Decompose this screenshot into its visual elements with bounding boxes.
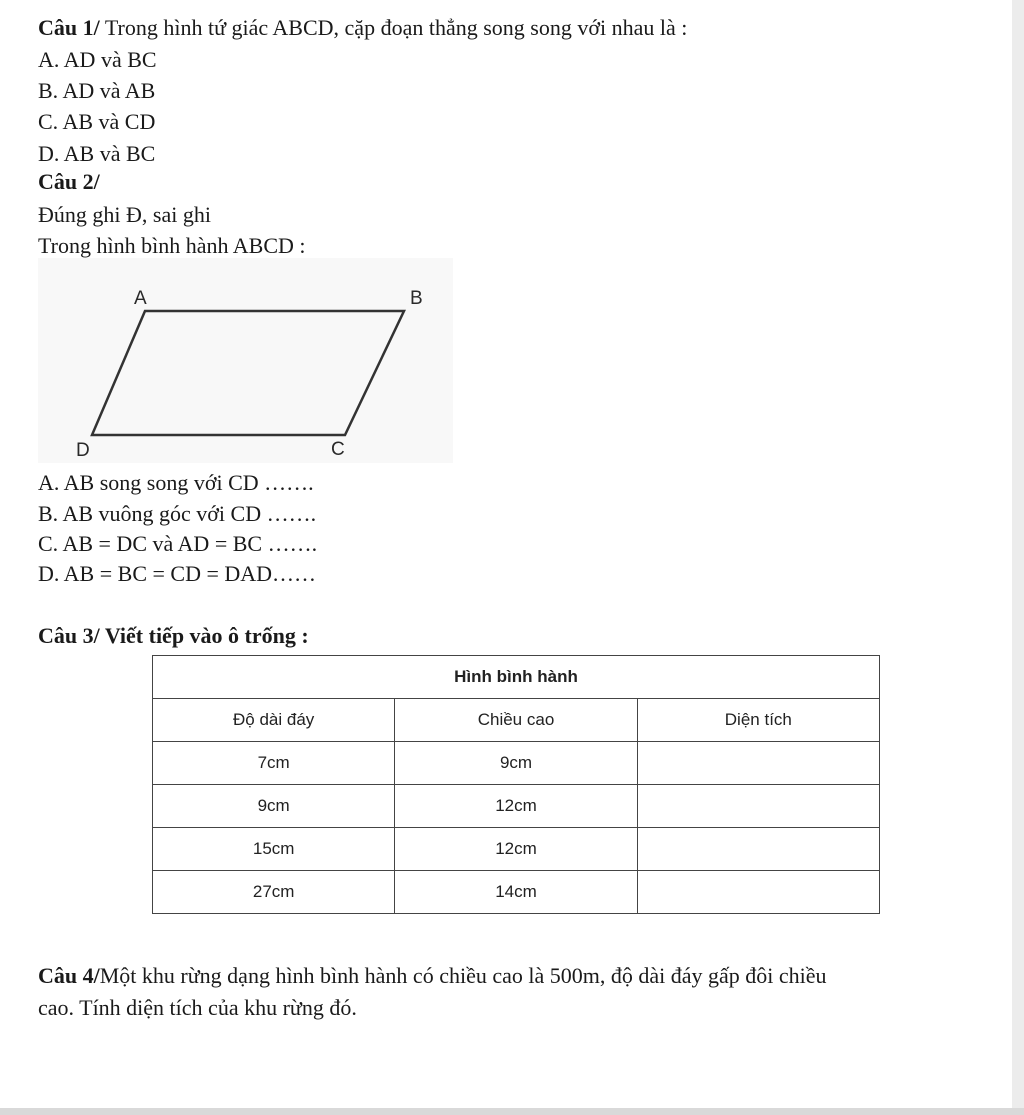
- cell-base: 7cm: [153, 742, 395, 785]
- question-4: [38, 962, 827, 990]
- page-edge-right: [1012, 0, 1024, 1115]
- parallelogram-table: [152, 655, 880, 914]
- table-caption-row: [153, 656, 880, 699]
- question-4-line1: Một khu rừng dạng hình bình hành có chiều cao là 500m, độ dài đáy gấp đôi chiều: [99, 963, 827, 988]
- vertex-label-c: C: [331, 439, 345, 460]
- question-2-instruction: Đúng ghi Đ, sai ghi: [38, 202, 211, 227]
- question-4-line2: cao. Tính diện tích của khu rừng đó.: [38, 995, 357, 1020]
- cell-base: 27cm: [153, 871, 395, 914]
- cell-area[interactable]: [637, 828, 879, 871]
- table-row: [153, 742, 880, 785]
- cell-base: 15cm: [153, 828, 395, 871]
- vertex-label-b: B: [410, 288, 423, 309]
- header-height: Chiều cao: [395, 699, 637, 742]
- cell-height: 9cm: [395, 742, 637, 785]
- q1-option-b: B. AD và AB: [38, 78, 156, 103]
- table-header-row: [153, 699, 880, 742]
- table-row: [153, 785, 880, 828]
- cell-height: 12cm: [395, 785, 637, 828]
- q2-statement-c: C. AB = DC và AD = BC …….: [38, 531, 318, 556]
- question-1: [38, 14, 687, 42]
- question-2-prompt: Trong hình bình hành ABCD :: [38, 233, 306, 258]
- q2-statement-a: A. AB song song với CD …….: [38, 470, 314, 495]
- cell-area[interactable]: [637, 785, 879, 828]
- q1-option-d: D. AB và BC: [38, 141, 156, 166]
- cell-area[interactable]: [637, 742, 879, 785]
- parallelogram-figure: [38, 258, 453, 463]
- question-1-title: Câu 1/: [38, 15, 100, 40]
- page-edge-bottom: [0, 1108, 1024, 1115]
- cell-area[interactable]: [637, 871, 879, 914]
- cell-height: 14cm: [395, 871, 637, 914]
- q2-statement-b: B. AB vuông góc với CD …….: [38, 501, 317, 526]
- vertex-label-d: D: [76, 440, 90, 461]
- table-row: [153, 871, 880, 914]
- table-row: [153, 828, 880, 871]
- header-base: Độ dài đáy: [153, 699, 395, 742]
- question-2-title: Câu 2/: [38, 169, 100, 194]
- cell-base: 9cm: [153, 785, 395, 828]
- question-3-title: Câu 3/ Viết tiếp vào ô trống :: [38, 623, 309, 648]
- q2-statement-d: D. AB = BC = CD = DAD……: [38, 561, 317, 586]
- question-1-prompt: Trong hình tứ giác ABCD, cặp đoạn thẳng song song với nhau là :: [99, 15, 688, 40]
- question-4-title: Câu 4/: [38, 963, 100, 988]
- q1-option-a: A. AD và BC: [38, 47, 157, 72]
- parallelogram-shape: [92, 311, 404, 435]
- cell-height: 12cm: [395, 828, 637, 871]
- table-caption: Hình bình hành: [153, 656, 880, 699]
- q1-option-c: C. AB và CD: [38, 109, 156, 134]
- vertex-label-a: A: [134, 288, 147, 309]
- header-area: Diện tích: [637, 699, 879, 742]
